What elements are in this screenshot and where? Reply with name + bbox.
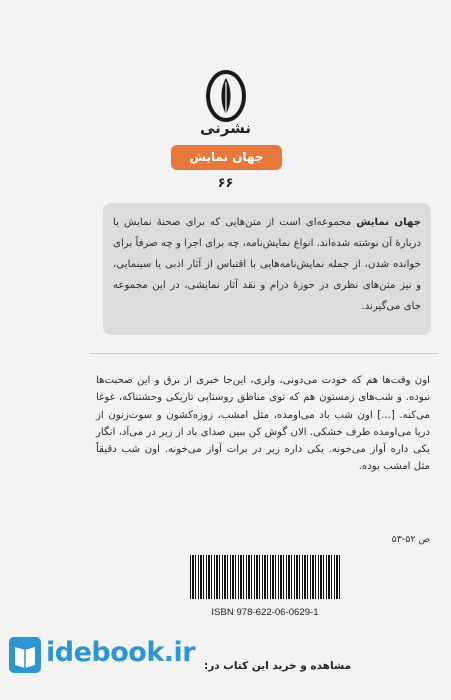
book-logo-icon <box>8 635 42 675</box>
publisher-name: نشرنی <box>199 119 252 137</box>
series-description <box>103 203 431 335</box>
isbn-label: ISBN 978-622-06-0629-1 <box>185 607 345 618</box>
description-text: مجموعه‌ای است از متن‌هایی که برای صحنهٔ نمایش یا دربارهٔ آن نوشته شده‌اند. انواع نمایش‌نامه، چه برای اجرا و چه صرفاً برای خوانده شدن، از جمله نمایش‌نامه‌هایی با اقتباس از آثار ادبی یا سینمایی، و نیز متن‌های نظری در حوزهٔ درام و نقد آثار نمایشی، در این مجموعه جای می‌گیرند. <box>113 217 421 312</box>
watermark[interactable] <box>8 633 208 683</box>
publisher-logo-icon <box>205 70 247 122</box>
description-lead: جهان نمایش <box>356 217 422 228</box>
watermark-brand: idebook.ir <box>46 637 196 668</box>
barcode-icon <box>190 555 340 599</box>
excerpt-section <box>90 353 438 646</box>
excerpt-reference: ص ۵۲-۵۳ <box>391 534 430 545</box>
series-number: ۶۶ <box>217 176 234 191</box>
watermark-caption: مشاهده و خرید این کتاب در: <box>204 660 352 672</box>
excerpt-text: اون وقت‌ها هم که خودت می‌دونی، ولری، این‌جا خبری از برق و این صحبت‌ها نبوده. و شب‌های زمستون هم که توی مناطق روستایی تاریکی وحشتناکه، غوغا می‌کنه. [...] اون شب باد می‌اومده، مثل امشب، زوزه‌کشون و سوت‌زنون از دریا می‌اومده طرف خشکی. الان گوش کن ببین صدای باد از زیر در می‌آد، انگار یکی داره آواز می‌خونه. یکی داره زیر در برات آواز می‌خونه. اون شب دقیقاً مثل امشب بوده. <box>96 375 430 473</box>
series-badge: جهان نمایش <box>171 145 282 170</box>
